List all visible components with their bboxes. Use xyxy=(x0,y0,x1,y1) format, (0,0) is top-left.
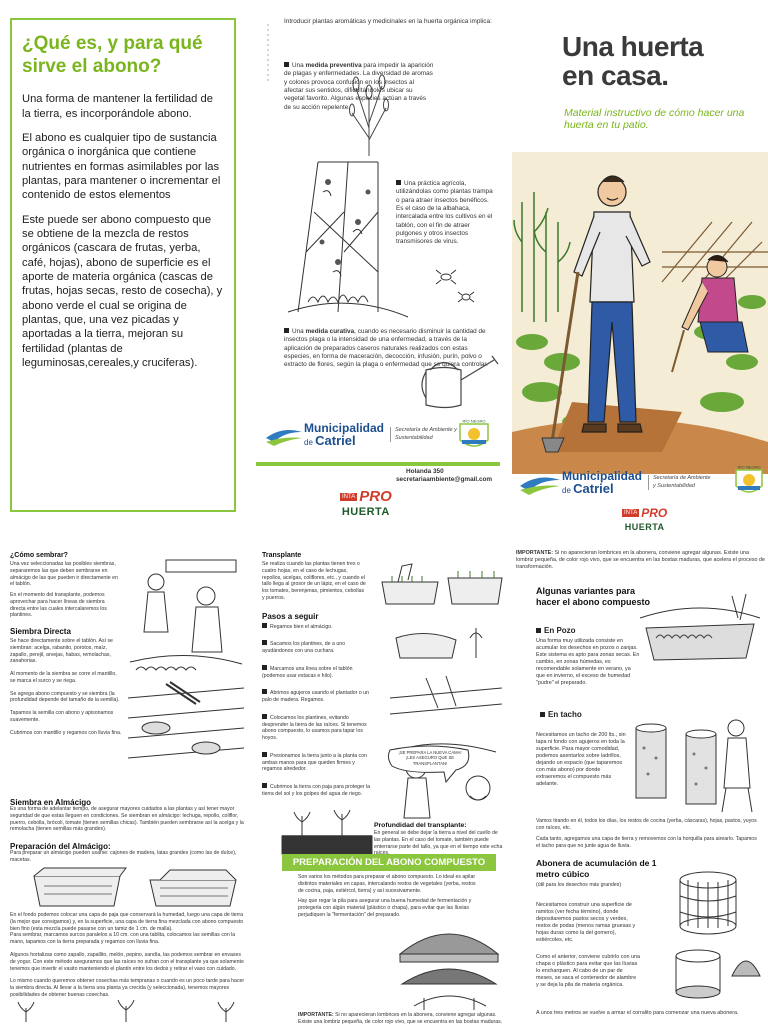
prep-text-2: En el fondo podemos colocar una capa de paja que conservará la humedad, luego una capa de tierra (la mejor que consigamos) y, en la superficie, una capa de tierra fina mezclada con abono compuesto bien fino (esta mezcla puede pasarse con un tamiz de 1 cm. de malla). xyxy=(10,912,244,932)
municipalidad-logo-icon xyxy=(518,471,562,495)
speech-bubble-text: ¡SE PREPARA LA NUEVA CAMA! ¡LES ASEGURO QUE SE TRANSPLANTAN! xyxy=(398,750,462,766)
prep-title: Preparación del Almácigo: xyxy=(10,842,111,851)
watering-can-illustration xyxy=(416,350,500,412)
address: Holanda 350 xyxy=(406,468,444,475)
bullet-icon xyxy=(396,180,401,185)
almacigo-text: Es una forma de adelantar tiempo, de asegurar mayores cuidados a las plantas y así tener mayor seguridad de que estas lleguen en condiciones. Se siembran en almácigo: lechuga, repollo, coliflor, puerro, cebolla, brócoli, tomate (tienen semillas chicas). También pueden sembrarse así la acelga y la remolacha (tienen semillas más grandes). xyxy=(10,806,244,833)
svg-text:RÍO NEGRO: RÍO NEGRO xyxy=(737,464,761,470)
plantas-panel xyxy=(256,12,500,518)
gardeners-illustration xyxy=(512,152,768,474)
transplante-title: Transplante xyxy=(262,552,302,559)
directa-text-4: Tapamos la semilla con abono y apisonamos suavemente. xyxy=(10,710,114,723)
directa-text: Se hace directamente sobre el tablón. Así se siembran: acelga, rabanito, porotos, maíz, zapallo, perejil, arvejas, habas, remolachas, zanahorias. xyxy=(10,638,113,665)
paso-3: Marcamos una línea sobre el tablón (podemos usar estacas e hilo). xyxy=(262,665,353,679)
plantas-item-2: Una práctica agrícola, utilizándolas como plantas trampa o para atraer insectos benéficos. Es el caso de la albahaca, intercalada entre los cultivos en el tablón, con el fin de atraer pulgones y otros insectos transmisores de virus. xyxy=(396,180,493,246)
prohuerta-logo: INTA PRO HUERTA xyxy=(341,488,392,518)
planting-depth-illustration xyxy=(282,810,372,854)
tacho-text: Necesitamos un tacho de 200 lts., sin tapa ni fondo con agujeros en toda la superficie. Para mayor comodidad, podemos asentarlos sobre ladrillos, dejando un espacio (que taparemos con más abono) por donde extraeremos el compuesto más adelante. xyxy=(536,732,626,788)
municipalidad-name: Municipalidad de Catriel xyxy=(304,421,385,448)
bullet-icon xyxy=(284,328,289,333)
prep-text: Para preparar un almácigo pueden usarse: cajones de madera, latas grandes (como las de dulce), macetas. xyxy=(10,850,237,863)
directa-text-2: Al momento de la siembra se corre el mantillo, se marca el surco y se riega. xyxy=(10,671,117,684)
tacho-text-3: Cada tanto, agregamos una capa de tierra y removemos con la horquilla para airearlo. Tapamos el tacho para que no junte agua de lluvia. xyxy=(536,836,757,849)
tacho-text-2: Vamos tirando en él, todos los días, los restos de cocina (yerba, cáscaras), hojas, pastos, yuyos con raíces, etc. xyxy=(536,818,757,831)
directa-title: Siembra Directa xyxy=(10,627,71,636)
plantas-item-3: Una medida curativa, cuando es necesario disminuir la cantidad de insectos plaga o la intensidad de una enfermedad, a través de la aplicación de preparados caseros naturales realizados con estas especies, en forma de maceración, decocción, infusión, purín, polvo o extracto de flores, según la plaga o enfermedad que se quiera controlar. xyxy=(284,328,488,369)
compost-text: Son varios los métodos para preparar el abono compuesto. Lo ideal es apilar distintos materiales en capas, intercalando restos de vegetales (yerba, restos de cocina, paja, estiércol, tierra) y así sucesivamente. xyxy=(298,874,476,894)
pozo-illustration xyxy=(636,588,764,668)
green-divider xyxy=(256,462,500,466)
logo-row-plantas xyxy=(264,422,460,447)
rio-negro-badge-icon xyxy=(732,464,766,500)
transplant-steps-illustration xyxy=(386,618,506,828)
directa-text-3: Se agrega abono compuesto y se siembra (la profundidad depende del tamaño de la semilla). xyxy=(10,690,120,704)
acumulacion-title: Abonera de acumulación de 1 metro cúbico xyxy=(536,858,657,879)
cover-subtitle: Material instructivo de cómo hacer una huerta en tu patio. xyxy=(564,107,745,131)
directa-text-5: Cubrimos con mantillo y regamos con lluvia fina. xyxy=(10,729,122,736)
plantas-intro: Introducir plantas aromáticas y medicinales en la huerta orgánica implica: xyxy=(284,18,492,25)
family-sowing-illustration xyxy=(126,552,246,676)
abono-paragraph-3: Este puede ser abono compuesto que se obtiene de la mezcla de restos orgánicos (cascara de frutas, yerba, café, hojas), abono de superficie es el aporte de materia orgánica (cascas de frutas, hojas secas, resto de cosecha), y abono verde el cual se origina de plantas, que, una vez picadas y aportadas a la tierra, mejoran su fertilidad (plantas de leguminosas,cereales,y cruciferas). xyxy=(22,213,223,369)
acumulacion-sub: (útil para los desechos más grandes) xyxy=(536,882,622,888)
paso-1: Regamos bien el almácigo. xyxy=(262,623,376,631)
logo-row-cover xyxy=(518,470,714,495)
sembrar-question: ¿Cómo sembrar? xyxy=(10,552,68,559)
variantes-panel xyxy=(516,548,768,1024)
prep-text-3: Para sembrar, marcamos surcos paralelos a 10 cm. con una tablita, colocamos las semillas con la mano, tapamos con la tierra preparada y regamos con lluvia fina. xyxy=(10,932,236,945)
paso-4: Abrimos agujeros usando el plantador o un palo de madera. Regamos. xyxy=(262,690,369,703)
acumulacion-text-3: A unos tres metros se vuelve a armar el corralito para comenzar una nueva abonera. xyxy=(536,1010,739,1016)
sembrar-intro: Una vez seleccionadas las posibles siembras, separaremos las que deben sembrarse en almácigo de las que pueden ir directamente en el tablón. xyxy=(10,561,118,588)
seed-boxes-illustration xyxy=(30,866,240,910)
insects-illustration xyxy=(426,262,486,312)
pozo-title: En Pozo xyxy=(536,626,576,635)
cover-title: Una huerta en casa. xyxy=(562,31,704,92)
seedbed-illustration xyxy=(378,558,506,618)
profundidad-text: En general se debe dejar la tierra a nivel del cuello de las plantas. En el caso del tomate, también puede enterrarse parte del tallo, ya que en el tiempo este echa xyxy=(374,830,503,850)
secretaria-label: Secretaría de Ambiente y Sustentabilidad xyxy=(648,475,714,489)
sowing-rows-illustration xyxy=(126,678,246,768)
pasos-title: Pasos a seguir xyxy=(262,611,319,621)
paso-7: Cubrimos la tierra con paja para proteger la tierra del sol y los golpes del agua de riego. xyxy=(262,784,371,797)
abono-panel xyxy=(10,18,236,512)
sembrar-intro-2: En el momento del transplante, podemos aprovechar para hacer líneas de siembra directa entre las cuales intercalaremos los plantines. xyxy=(10,592,107,619)
municipalidad-logo-icon xyxy=(264,424,304,446)
abono-title: ¿Qué es, y para qué sirve el abono? xyxy=(22,33,203,78)
abono-paragraph-1: Una forma de mantener la fertilidad de la tierra, es incorporándole abono. xyxy=(22,93,213,120)
tacho-title: En tacho xyxy=(540,710,582,719)
prohuerta-logo: INTA PRO HUERTA xyxy=(624,506,668,532)
sembrar-panel xyxy=(10,548,250,1024)
wire-bin-illustration xyxy=(658,866,768,1012)
secretaria-label: Secretaría de Ambiente y Sustentabilidad xyxy=(390,427,460,441)
almacigo-title: Siembra en Almácigo xyxy=(10,798,92,807)
compost-text-2: Hay que regar la pila para asegurar una buena humedad de fermentación y protegerla con algún material (plástico o chapa), para evitar que las lluvias perjudiquen la "fermentación" del preparado. xyxy=(298,898,472,918)
acumulacion-text-2: Como el anterior, conviene cubrirlo con una chapa o plástico para evitar que las lluvias lo encharquen. Al cabo de un par de meses, se saca el contenedor de alambre y se deja la pila de materia orgánica. xyxy=(536,954,640,989)
pozo-text: Una forma muy utilizada consiste en acumular los desechos en pozos o zanjas. Este sistema es apto para zonas secas. En cambio, en zonas húmedas, es recomendable solamente en verano, ya que en invierno, el exceso de humedad "pudre" el preparado. xyxy=(536,638,640,687)
acumulacion-text: Necesitamos construir una superficie de ramitos (ver fecha término), donde depositaremos pastos secos y verdes, restos de podas (menos ramas gruesas y hojas duras como la del gomero), estiércoles, etc. xyxy=(536,902,636,944)
tacho-illustration xyxy=(626,708,766,816)
plantas-item-1: Una medida preventiva para impedir la aparición de plagas y enfermedades. La diversidad de aromas y colores provoca confusión en los insectos al afectar sus sentidos, dificultándoles ubicar su vegetal favorito. Algunas especies actúan a través de su acción repelente. xyxy=(284,62,434,111)
paso-2: Sacamos los plantines, de a uno ayudándonos con una cuchara. xyxy=(262,641,345,654)
variantes-title: Algunas variantes para hacer el abono compuesto xyxy=(536,586,651,608)
svg-text:RÍO NEGRO: RÍO NEGRO xyxy=(462,418,486,424)
variantes-importante: IMPORTANTE: Si no aparecieran lombrices en la abonera, conviene agregar algunas. Existe una lombriz pequeña, de color rojo vivo, que se encuentra en las bostas maduras, que acelera el proceso de transformación. xyxy=(516,550,766,571)
prep-text-5: Lo mismo cuando queremos obtener cosechas más tempranas o cuando es un poco tarde para hacer la siembra directa. Al llevar a la tierra una planta ya crecida (y seleccionada), tenemos mayores posibilidades de obtener buenas cosechas. xyxy=(10,978,245,998)
pasos-panel xyxy=(262,548,508,1024)
cover-panel xyxy=(512,12,768,532)
email[interactable]: secretariaambiente@gmail.com xyxy=(396,476,493,483)
importante-note: IMPORTANTE: Si no aparecieran lombrices en la abonera, conviene agregar algunas. Existe una lombriz pequeña, de color rojo vivo, que se encuentra en las bostas maduras. xyxy=(298,1012,503,1025)
seedlings-illustration xyxy=(16,1000,244,1024)
municipalidad-name: Municipalidad de Catriel xyxy=(562,469,643,496)
paso-5: Colocamos los plantines, evitando desprender la tierra de las raíces. Si tenemos abono compuesto, lo usamos para tapar los hoyos. xyxy=(262,714,367,741)
profundidad-title: Profundidad del transplante: xyxy=(374,822,467,829)
prep-text-4: Algunos hortalizas como zapallo, zapallito, melón, pepino, sandía, las podemos sembrar en envases de yogur. Con este método aseguramos que las raíces no sufran con el transplante ya que solamente tenemos que invertir el vasito manteniendo el plantín entre los dedos y retirar el vaso con cuidado. xyxy=(10,952,244,972)
compost-pile-illustration xyxy=(394,914,504,1014)
abono-paragraph-2: El abono es cualquier tipo de sustancia orgánica o inorgánica que contiene nutrientes en formas asimilables por las plantas, para mantener o incrementar el contenido de estos elementos xyxy=(22,132,221,202)
rio-negro-badge-icon xyxy=(456,418,492,454)
transplante-text: Se realiza cuando las plantas tienen tres o cuatro hojas, en el caso de lechugas, repollos, acelgas, coliflores, etc., y cuando el tallo llega al grosor de un lápiz, en el caso de los tomates, berenjenas, pimientos, cebollas y puerros. xyxy=(262,561,366,601)
bullet-icon xyxy=(284,62,289,67)
paso-6: Presionamos la tierra junto a la planta con ambas manos para que queden firmes y regamos alrededor. xyxy=(262,752,367,773)
compost-band: PREPARACIÓN DEL ABONO COMPUESTO xyxy=(282,854,496,871)
dashed-marks xyxy=(260,24,276,84)
